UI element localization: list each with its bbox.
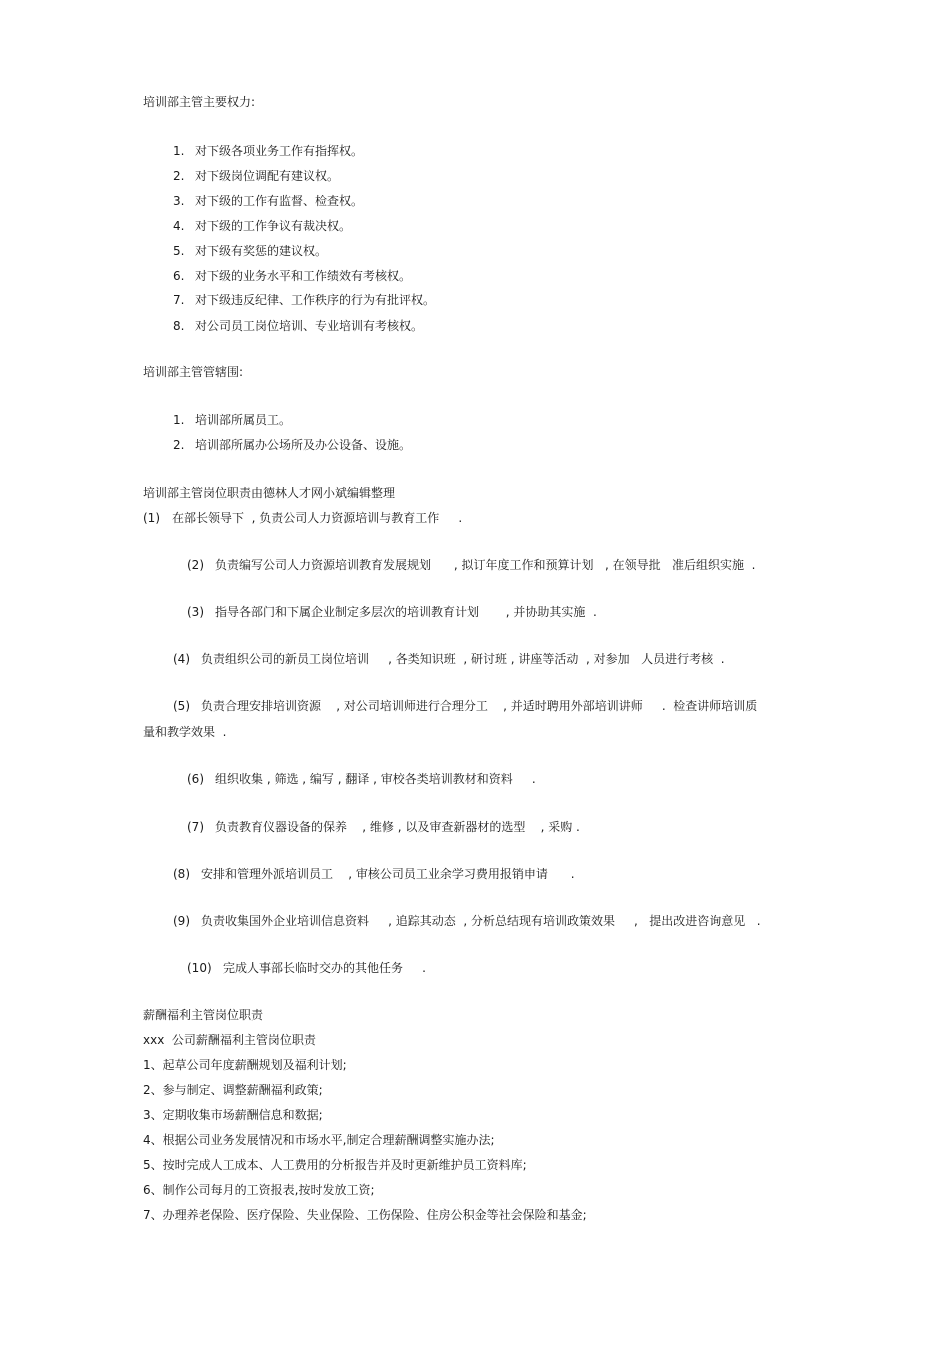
section-title-scope: 培训部主管管辖围: — [143, 365, 244, 379]
duty-item: 在部长领导下 , 负责公司人力资源培训与教育工作 . — [172, 511, 463, 525]
list-item-number: 5. — [173, 244, 185, 258]
list-item-number: 1. — [173, 413, 185, 427]
duty-number: (4) — [173, 652, 190, 666]
duty-item: 负责合理安排培训资源 , 对公司培训师进行合理分工 , 并适时聘用外部培训讲师 . 检查讲师培训质 — [201, 699, 758, 713]
duty-number: (1) — [143, 511, 160, 525]
list-item: 对下级有奖惩的建议权。 — [195, 244, 328, 258]
salary-item: 1、起草公司年度薪酬规划及福利计划; — [143, 1058, 347, 1072]
duty-item: 负责收集国外企业培训信息资料 , 追踪其动态 , 分析总结现有培训政策效果 , 提出改进咨询意见 . — [201, 914, 761, 928]
salary-item: 5、按时完成人工成本、人工费用的分析报告并及时更新维护员工资料库; — [143, 1158, 527, 1172]
duty-item: 负责组织公司的新员工岗位培训 , 各类知识班 , 研讨班 , 讲座等活动 , 对参加 人员进行考核 . — [201, 652, 725, 666]
salary-item: 6、制作公司每月的工资报表,按时发放工资; — [143, 1183, 375, 1197]
list-item: 培训部所属员工。 — [195, 413, 292, 427]
duty-number: (2) — [187, 558, 204, 572]
salary-item: 4、根据公司业务发展情况和市场水平,制定合理薪酬调整实施办法; — [143, 1133, 495, 1147]
duty-number: (9) — [173, 914, 190, 928]
duty-number: (7) — [187, 820, 204, 834]
list-item-number: 2. — [173, 169, 185, 183]
list-item-number: 7. — [173, 293, 185, 307]
list-item: 培训部所属办公场所及办公设备、设施。 — [195, 438, 412, 452]
duty-item: 负责编写公司人力资源培训教育发展规划 , 拟订年度工作和预算计划 , 在领导批 准后组织实施 . — [215, 558, 756, 572]
duty-number: (10) — [187, 961, 212, 975]
list-item-number: 6. — [173, 269, 185, 283]
salary-item: 7、办理养老保险、医疗保险、失业保险、工伤保险、住房公积金等社会保险和基金; — [143, 1208, 587, 1222]
duty-number: (3) — [187, 605, 204, 619]
salary-item: 3、定期收集市场薪酬信息和数据; — [143, 1108, 323, 1122]
list-item: 对下级的工作有监督、检查权。 — [195, 194, 364, 208]
duty-item: 负责教育仪器设备的保养 , 维修 , 以及审查新器材的选型 , 采购 . — [215, 820, 580, 834]
list-item: 对下级岗位调配有建议权。 — [195, 169, 340, 183]
duty-number: (6) — [187, 772, 204, 786]
section-subtitle-salary: xxx 公司薪酬福利主管岗位职责 — [143, 1033, 316, 1047]
duty-number: (5) — [173, 699, 190, 713]
duty-item: 指导各部门和下属企业制定多层次的培训教育计划 , 并协助其实施 . — [215, 605, 597, 619]
duty-item: 安排和管理外派培训员工 , 审核公司员工业余学习费用报销申请 . — [201, 867, 575, 881]
list-item: 对下级的工作争议有裁决权。 — [195, 219, 352, 233]
list-item: 对下级违反纪律、工作秩序的行为有批评权。 — [195, 293, 436, 307]
list-item: 对下级各项业务工作有指挥权。 — [195, 144, 364, 158]
list-item: 对下级的业务水平和工作绩效有考核权。 — [195, 269, 412, 283]
duty-item: 组织收集 , 筛选 , 编写 , 翻译 , 审校各类培训教材和资料 . — [215, 772, 536, 786]
duty-number: (8) — [173, 867, 190, 881]
list-item: 对公司员工岗位培训、专业培训有考核权。 — [195, 319, 424, 333]
salary-item: 2、参与制定、调整薪酬福利政策; — [143, 1083, 323, 1097]
list-item-number: 8. — [173, 319, 185, 333]
list-item-number: 1. — [173, 144, 185, 158]
duty-item-continuation: 量和教学效果 . — [143, 725, 227, 739]
duty-item: 完成人事部长临时交办的其他任务 . — [223, 961, 426, 975]
section-title-powers: 培训部主管主要权力: — [143, 95, 256, 109]
list-item-number: 4. — [173, 219, 185, 233]
section-title-salary: 薪酬福利主管岗位职责 — [143, 1008, 264, 1022]
list-item-number: 3. — [173, 194, 185, 208]
list-item-number: 2. — [173, 438, 185, 452]
section-title-duties: 培训部主管岗位职责由德林人才网小斌编辑整理 — [143, 486, 396, 500]
